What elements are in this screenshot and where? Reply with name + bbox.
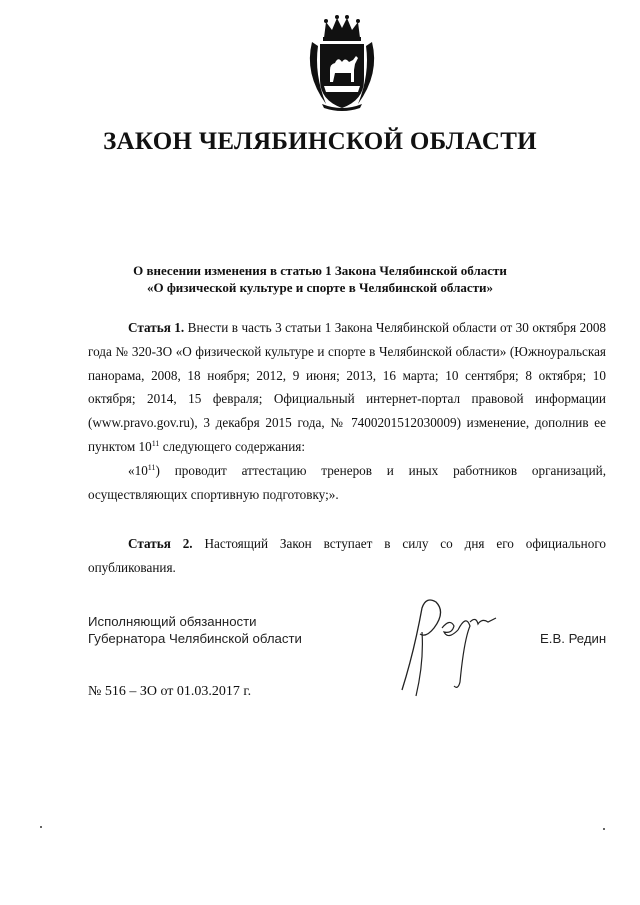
article-2 bbox=[88, 532, 606, 580]
law-title: ЗАКОН ЧЕЛЯБИНСКОЙ ОБЛАСТИ bbox=[103, 128, 537, 155]
article-2-paragraph bbox=[88, 532, 606, 580]
article-1 bbox=[88, 316, 606, 506]
scan-dot bbox=[40, 826, 42, 828]
quote-superscript: 11 bbox=[147, 462, 156, 472]
scan-dot bbox=[603, 828, 605, 830]
quote-open: «10 bbox=[128, 462, 148, 478]
coat-of-arms-emblem bbox=[300, 12, 384, 114]
article-2-text: Настоящий Закон вступает в силу со дня его официального опубликования. bbox=[88, 536, 606, 575]
quote-text: ) проводит аттестацию тренеров и иных работников организаций, осуществляющих спортивную подготовку;». bbox=[88, 462, 606, 502]
position-line-1: Исполняющий обязанности bbox=[88, 614, 257, 629]
article-1-paragraph bbox=[88, 316, 606, 459]
article-1-text-end: следующего содержания: bbox=[159, 438, 305, 454]
signatory-name: Е.В. Редин bbox=[540, 631, 607, 646]
subject-line-2: «О физической культуре и спорте в Челябинской области» bbox=[146, 280, 494, 295]
article-1-text: Внести в часть 3 статьи 1 Закона Челябинской области от 30 октября 2008 года № 320-ЗО «О физической культуре и спорте в Челябинской области» (Южноуральская панорама, 2008, 18 ноября; 2012, 9 июня; 2013, 16 марта; 10 сентября; 8 октября; 10 октября; 2014, 15 февраля; Официальный интернет-портал правовой информации (www.pravo.gov.ru), 3 декабря 2015 года, № 7400201512030009) изменение, дополнив ее пунктом 10 bbox=[88, 320, 607, 454]
law-number-date: № 516 – ЗО от 01.03.2017 г. bbox=[88, 684, 252, 699]
article-2-label: Статья 2. bbox=[128, 536, 193, 551]
article-1-superscript: 11 bbox=[151, 438, 160, 448]
signatory-position bbox=[88, 613, 302, 647]
law-subject bbox=[60, 262, 580, 296]
article-1-label: Статья 1. bbox=[128, 320, 185, 335]
article-1-quote bbox=[88, 459, 606, 507]
position-line-2: Губернатора Челябинской области bbox=[88, 631, 302, 646]
handwritten-signature bbox=[392, 592, 512, 702]
subject-line-1: О внесении изменения в статью 1 Закона Челябинской области bbox=[133, 263, 507, 278]
